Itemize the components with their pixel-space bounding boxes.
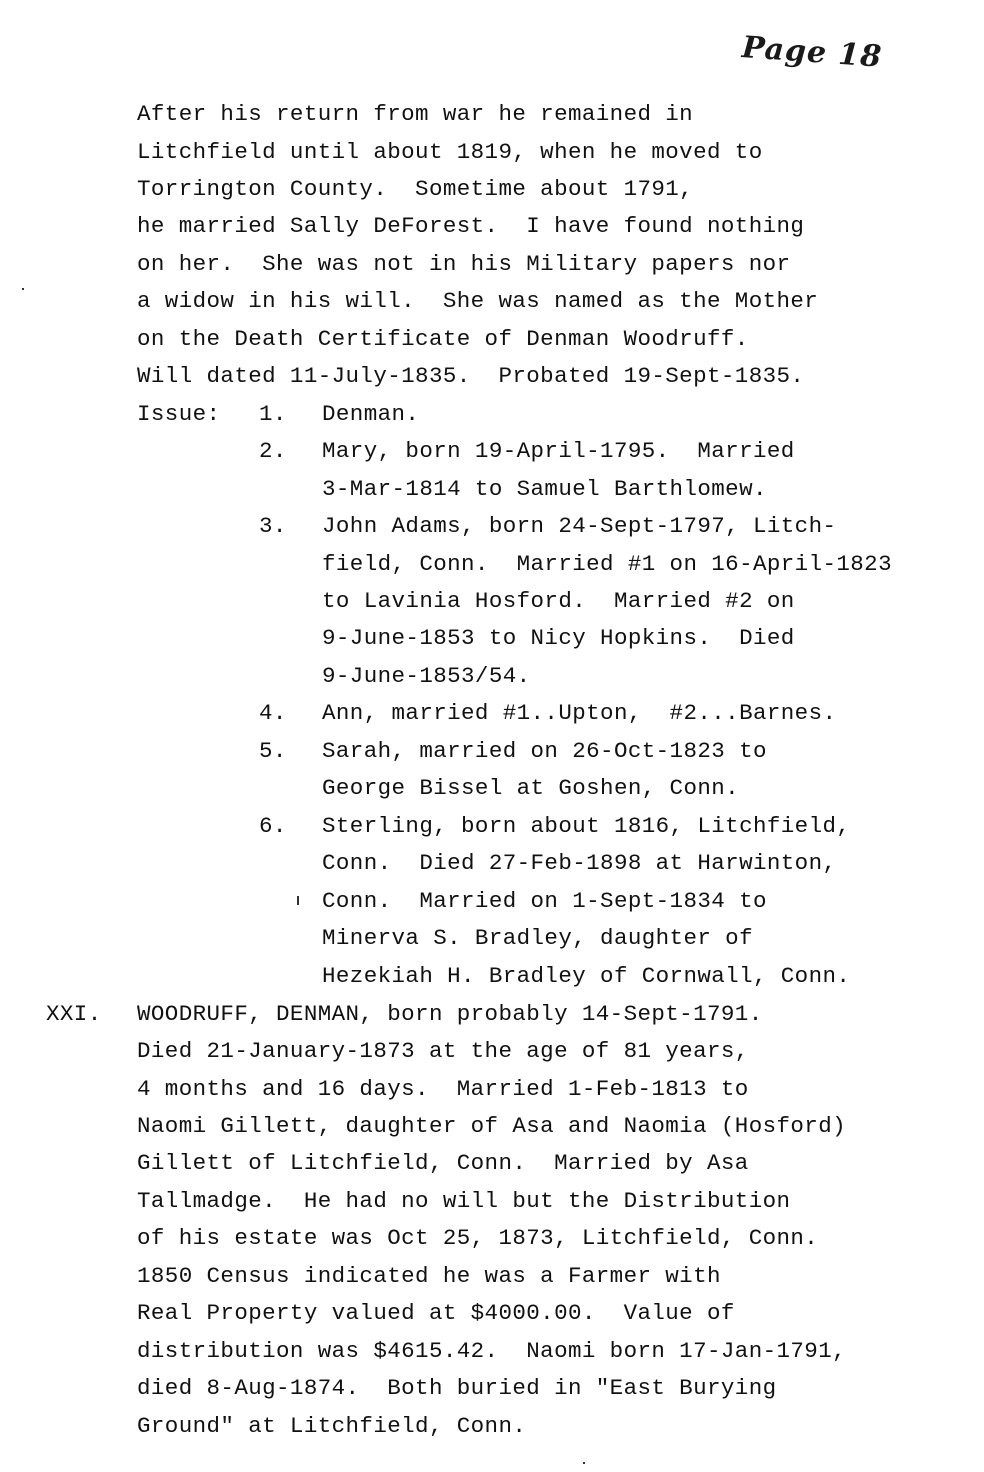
issue-line: Sterling, born about 1816, Litchfield, — [322, 813, 851, 839]
issue-label: Issue: — [137, 401, 221, 427]
issue-line: to Lavinia Hosford. Married #2 on — [322, 588, 795, 614]
issue-line: Conn. Married on 1-Sept-1834 to — [322, 888, 767, 914]
issue-line: Hezekiah H. Bradley of Cornwall, Conn. — [322, 963, 851, 989]
issue-number: 1. — [259, 401, 287, 427]
issue-line: Sarah, married on 26-Oct-1823 to — [322, 738, 767, 764]
issue-line: Conn. Died 27-Feb-1898 at Harwinton, — [322, 850, 837, 876]
scan-speck — [22, 288, 24, 290]
issue-line: George Bissel at Goshen, Conn. — [322, 775, 740, 801]
issue-line: field, Conn. Married #1 on 16-April-1823 — [322, 551, 892, 577]
issue-line: 9-June-1853 to Nicy Hopkins. Died — [322, 625, 795, 651]
paragraph-line: died 8-Aug-1874. Both buried in "East Burying — [137, 1375, 777, 1401]
handwritten-page-number: Page 18 — [740, 30, 884, 75]
paragraph-line: Litchfield until about 1819, when he moved to — [137, 139, 763, 165]
issue-line: Ann, married #1..Upton, #2...Barnes. — [322, 700, 837, 726]
paragraph-line: After his return from war he remained in — [137, 101, 694, 127]
issue-line: John Adams, born 24-Sept-1797, Litch- — [322, 513, 837, 539]
issue-number: 3. — [259, 513, 287, 539]
issue-line: Minerva S. Bradley, daughter of — [322, 925, 753, 951]
issue-number: 5. — [259, 738, 287, 764]
issue-line: Mary, born 19-April-1795. Married — [322, 438, 795, 464]
issue-number: 6. — [259, 813, 287, 839]
paragraph-line: Torrington County. Sometime about 1791, — [137, 176, 694, 202]
paragraph-line: 1850 Census indicated he was a Farmer with — [137, 1263, 721, 1289]
paragraph-line: Gillett of Litchfield, Conn. Married by Asa — [137, 1150, 749, 1176]
paragraph-line: a widow in his will. She was named as the Mother — [137, 288, 819, 314]
paragraph-line: Ground" at Litchfield, Conn. — [137, 1413, 527, 1439]
paragraph-line: Naomi Gillett, daughter of Asa and Naomia (Hosford) — [137, 1113, 847, 1139]
paragraph-line: he married Sally DeForest. I have found nothing — [137, 213, 805, 239]
issue-number: 2. — [259, 438, 287, 464]
paragraph-line: 4 months and 16 days. Married 1-Feb-1813 to — [137, 1076, 749, 1102]
paragraph-line: of his estate was Oct 25, 1873, Litchfield, Conn. — [137, 1225, 819, 1251]
issue-line: Denman. — [322, 401, 420, 427]
section-numeral: XXI. — [46, 1001, 102, 1027]
paragraph-line: on her. She was not in his Military papers nor — [137, 251, 791, 277]
issue-number: 4. — [259, 700, 287, 726]
issue-line: 3-Mar-1814 to Samuel Barthlomew. — [322, 476, 767, 502]
issue-line: 9-June-1853/54. — [322, 663, 531, 689]
paragraph-line: on the Death Certificate of Denman Woodruff. — [137, 326, 749, 352]
paragraph-line: distribution was $4615.42. Naomi born 17-Jan-1791, — [137, 1338, 847, 1364]
paragraph-line: Tallmadge. He had no will but the Distribution — [137, 1188, 791, 1214]
scan-speck — [297, 896, 299, 905]
paragraph-line: Real Property valued at $4000.00. Value of — [137, 1300, 735, 1326]
paragraph-line: Will dated 11-July-1835. Probated 19-Sept-1835. — [137, 363, 805, 389]
paragraph-line: Died 21-January-1873 at the age of 81 years, — [137, 1038, 749, 1064]
scan-speck — [583, 1462, 585, 1464]
paragraph-line: WOODRUFF, DENMAN, born probably 14-Sept-1791. — [137, 1001, 763, 1027]
